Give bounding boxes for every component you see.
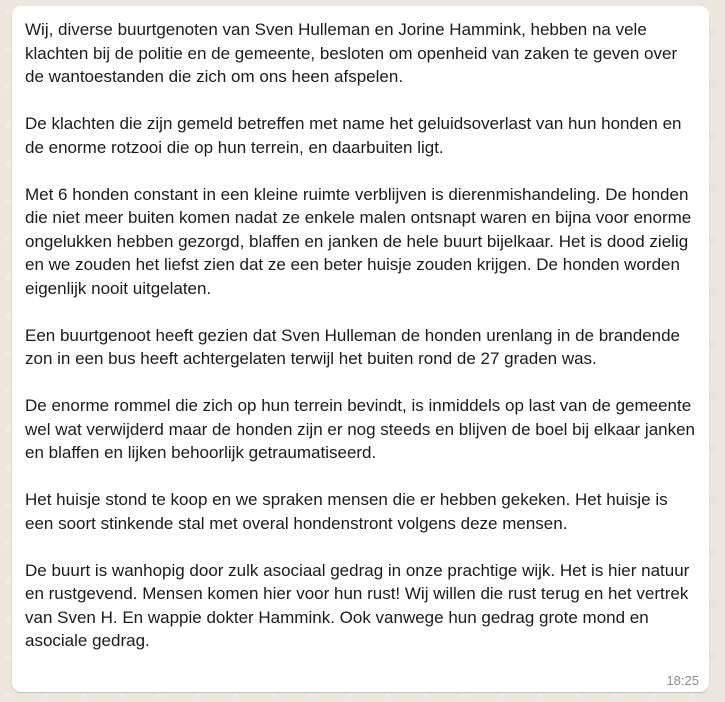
message-paragraph-3: Met 6 honden constant in een kleine ruimte verblijven is dierenmishandeling. De honden die niet meer buiten komen nadat ze enkele malen ontsnapt waren en bijna voor enorme ongelukken hebben gezorgd, blaffen en janken de hele buurt bijelkaar. Het is dood zielig en we zouden het liefst zien dat ze een beter huisje zouden krijgen. De honden worden eigenlijk nooit uitgelaten. [25,184,692,298]
message-bubble[interactable] [12,6,709,692]
message-paragraph-1: Wij, diverse buurtgenoten van Sven Hulleman en Jorine Hammink, hebben na vele klachten bij de politie en de gemeente, besloten om openheid van zaken te geven over de wantoestanden die zich om ons heen afspelen. [25,20,678,86]
message-paragraph-6: Het huisje stond te koop en we spraken mensen die er hebben gekeken. Het huisje is een soort stinkende stal met overal hondenstront volgens deze mensen. [25,490,668,533]
message-paragraph-5: De enorme rommel die zich op hun terrein bevindt, is inmiddels op last van de gemeente wel wat verwijderd maar de honden zijn er nog steeds en blijven de boel bij elkaar janken en blaffen en lijken behoorlijk getraumatiseerd. [25,396,696,462]
message-timestamp: 18:25 [666,673,699,688]
message-text [25,18,697,653]
message-paragraph-7: De buurt is wanhopig door zulk asociaal gedrag in onze prachtige wijk. Het is hier natuur en rustgevend. Mensen komen hier voor hun rust! Wij willen die rust terug en het vertrek van Sven H. En wappie dokter Hammink. Ook vanwege hun gedrag grote mond en asociale gedrag. [25,560,690,650]
message-paragraph-4: Een buurtgenoot heeft gezien dat Sven Hulleman de honden urenlang in de brandende zon in een bus heeft achtergelaten terwijl het buiten rond de 27 graden was. [25,325,681,368]
message-paragraph-2: De klachten die zijn gemeld betreffen met name het geluidsoverlast van hun honden en de enorme rotzooi die op hun terrein, en daarbuiten ligt. [25,114,682,157]
